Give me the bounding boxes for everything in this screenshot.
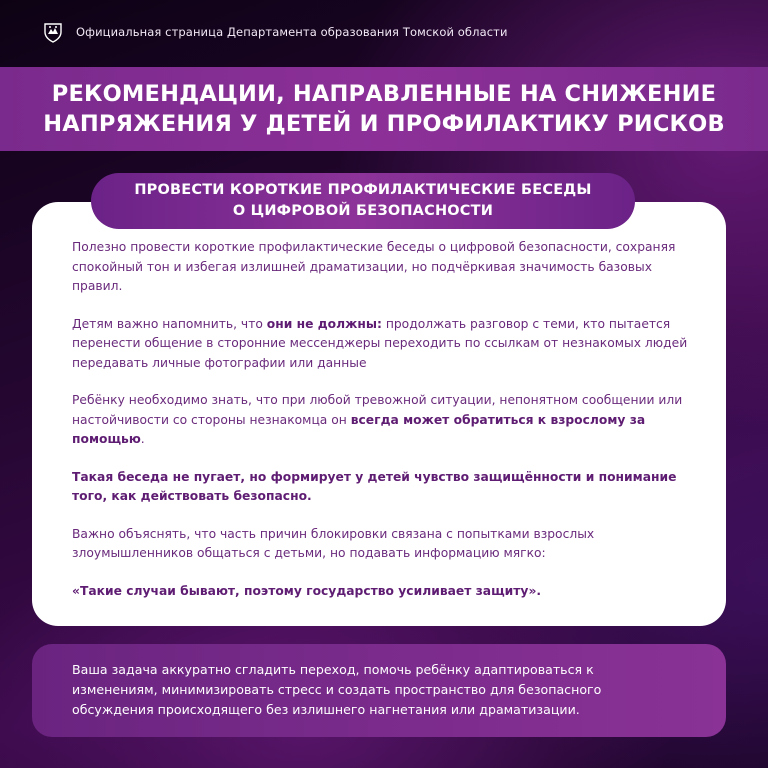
paragraph-5: Важно объяснять, что часть причин блокировки связана с попытками взрослых злоумышленников общаться с детьми, но подавать информацию мягко:	[72, 526, 595, 560]
section-heading-pill	[91, 173, 635, 229]
summary-line-3: обсуждения происходящего без излишнего нагнетания или драматизации.	[72, 702, 580, 717]
paragraph-2-end: продолжать разговор с теми, кто пытается перенести общение в сторонние мессенджеры переходить по ссылкам от незнакомых людей передавать личные фотографии или данные	[72, 316, 688, 370]
summary-line-1: Ваша задача аккуратно сгладить переход, помочь ребёнку адаптироваться к	[72, 662, 594, 677]
paragraph-6	[72, 582, 702, 602]
summary-text	[72, 660, 692, 720]
paragraph-2	[72, 315, 702, 374]
content-card	[32, 202, 726, 626]
paragraph-3	[72, 391, 702, 450]
coat-of-arms-icon	[42, 21, 64, 43]
page-title	[43, 79, 725, 139]
summary-box	[32, 644, 726, 737]
section-heading-line-1: ПРОВЕСТИ КОРОТКИЕ ПРОФИЛАКТИЧЕСКИЕ БЕСЕДЫ	[134, 182, 592, 198]
paragraph-3-end: .	[140, 432, 145, 446]
paragraph-2-start: Детям важно напомнить, что	[72, 316, 267, 331]
card-body	[72, 238, 702, 619]
paragraph-3-start: Ребёнку необходимо знать, что при любой тревожной ситуации, непонятном сообщении или настойчивости со стороны незнакомца он	[72, 393, 683, 427]
page-header	[42, 20, 508, 44]
paragraph-3-bold: всегда может обратиться к взрослому за помощью	[72, 412, 646, 446]
page-title-line-2: НАПРЯЖЕНИЯ У ДЕТЕЙ И ПРОФИЛАКТИКУ РИСКОВ	[43, 111, 725, 137]
summary-line-2: изменениям, минимизировать стресс и создать пространство для безопасного	[72, 682, 602, 697]
paragraph-4	[72, 468, 702, 507]
section-heading	[134, 180, 591, 222]
section-heading-line-2: О ЦИФРОВОЙ БЕЗОПАСНОСТИ	[232, 203, 494, 219]
paragraph-2-bold: они не должны:	[266, 316, 382, 331]
paragraph-4-bold: Такая беседа не пугает, но формирует у детей чувство защищённости и понимание того, как действовать безопасно.	[72, 469, 677, 503]
paragraph-1: Полезно провести короткие профилактические беседы о цифровой безопасности, сохраняя спокойный тон и избегая излишней драматизации, но подчёркивая значимость базовых правил.	[72, 240, 676, 293]
header-title: Официальная страница Департамента образования Томской области	[76, 25, 508, 39]
page-title-line-1: РЕКОМЕНДАЦИИ, НАПРАВЛЕННЫЕ НА СНИЖЕНИЕ	[51, 81, 717, 107]
paragraph-6-bold: «Такие случаи бывают, поэтому государство усиливает защиту».	[72, 583, 542, 598]
title-banner	[0, 67, 768, 151]
